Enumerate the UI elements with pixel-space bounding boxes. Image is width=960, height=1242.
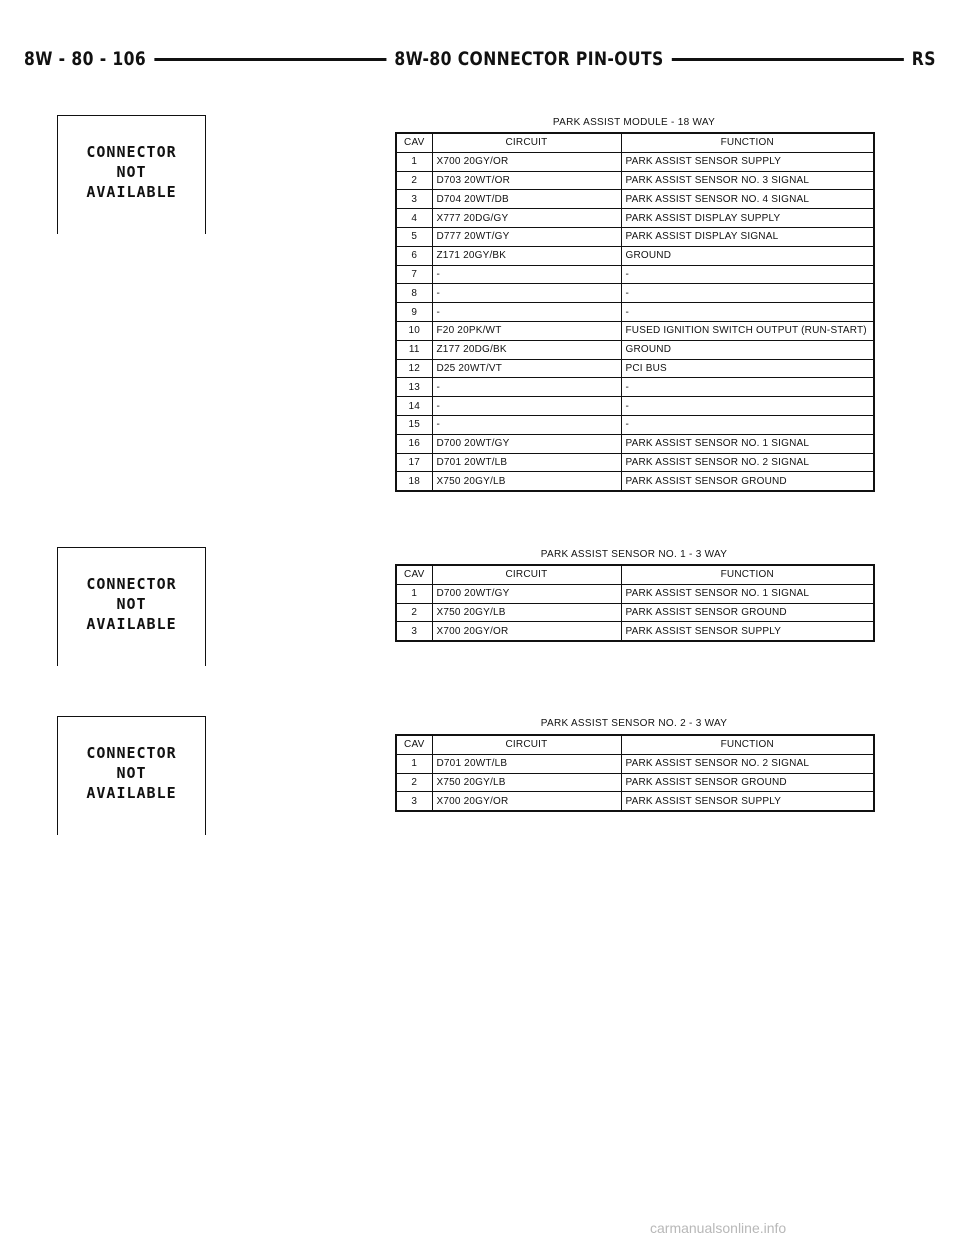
function-cell: - <box>621 303 874 322</box>
table-row <box>396 773 874 792</box>
column-header-function: FUNCTION <box>621 565 874 584</box>
circuit-cell: D25 20WT/VT <box>432 359 621 378</box>
placeholder-line: CONNECTOR <box>86 143 177 161</box>
cav-cell: 3 <box>396 190 432 209</box>
cav-cell: 15 <box>396 415 432 434</box>
column-header-cav: CAV <box>396 133 432 152</box>
function-cell: PARK ASSIST SENSOR NO. 2 SIGNAL <box>621 754 874 773</box>
cav-cell: 1 <box>396 584 432 603</box>
table-row <box>396 321 874 340</box>
function-cell: PARK ASSIST SENSOR NO. 3 SIGNAL <box>621 171 874 190</box>
table-row <box>396 171 874 190</box>
function-cell: GROUND <box>621 246 874 265</box>
function-cell: FUSED IGNITION SWITCH OUTPUT (RUN-START) <box>621 321 874 340</box>
table-row <box>396 190 874 209</box>
circuit-cell: - <box>432 397 621 416</box>
circuit-cell: D704 20WT/DB <box>432 190 621 209</box>
function-cell: - <box>621 415 874 434</box>
column-header-function: FUNCTION <box>621 735 874 754</box>
header-rule-right <box>672 58 904 61</box>
header-rule-left <box>154 58 386 61</box>
placeholder-line: CONNECTOR <box>86 744 177 762</box>
cav-cell: 3 <box>396 792 432 811</box>
function-cell: PARK ASSIST SENSOR SUPPLY <box>621 152 874 171</box>
column-header-cav: CAV <box>396 565 432 584</box>
column-header-function: FUNCTION <box>621 133 874 152</box>
cav-cell: 16 <box>396 434 432 453</box>
table-row <box>396 209 874 228</box>
cav-cell: 3 <box>396 622 432 641</box>
table-row <box>396 415 874 434</box>
table-row <box>396 378 874 397</box>
circuit-cell: D703 20WT/OR <box>432 171 621 190</box>
function-cell: PARK ASSIST SENSOR NO. 1 SIGNAL <box>621 584 874 603</box>
table-row <box>396 227 874 246</box>
circuit-cell: X700 20GY/OR <box>432 622 621 641</box>
section-code: RS <box>911 48 936 70</box>
placeholder-line: AVAILABLE <box>86 183 177 201</box>
watermark: carmanualsonline.info <box>650 1220 787 1236</box>
column-header-cav: CAV <box>396 735 432 754</box>
circuit-cell: D700 20WT/GY <box>432 584 621 603</box>
function-cell: PARK ASSIST SENSOR GROUND <box>621 773 874 792</box>
connector-image-placeholder <box>57 547 206 666</box>
cav-cell: 13 <box>396 378 432 397</box>
cav-cell: 11 <box>396 340 432 359</box>
cav-cell: 2 <box>396 603 432 622</box>
circuit-cell: X750 20GY/LB <box>432 603 621 622</box>
circuit-cell: D701 20WT/LB <box>432 453 621 472</box>
table-row <box>396 397 874 416</box>
table-row <box>396 472 874 491</box>
function-cell: GROUND <box>621 340 874 359</box>
cav-cell: 5 <box>396 227 432 246</box>
pinout-table <box>395 132 875 492</box>
circuit-cell: X777 20DG/GY <box>432 209 621 228</box>
function-cell: PARK ASSIST DISPLAY SUPPLY <box>621 209 874 228</box>
connector-image-placeholder <box>57 115 206 234</box>
placeholder-line: CONNECTOR <box>86 575 177 593</box>
cav-cell: 14 <box>396 397 432 416</box>
placeholder-line: AVAILABLE <box>86 784 177 802</box>
table-row <box>396 434 874 453</box>
page-reference: 8W - 80 - 106 <box>24 48 147 70</box>
placeholder-line: NOT <box>116 595 147 613</box>
function-cell: PARK ASSIST SENSOR GROUND <box>621 472 874 491</box>
cav-cell: 18 <box>396 472 432 491</box>
function-cell: PARK ASSIST SENSOR SUPPLY <box>621 792 874 811</box>
table-row <box>396 453 874 472</box>
cav-cell: 2 <box>396 171 432 190</box>
placeholder-line: NOT <box>116 163 147 181</box>
column-header-circuit: CIRCUIT <box>432 565 621 584</box>
circuit-cell: D701 20WT/LB <box>432 754 621 773</box>
circuit-cell: X700 20GY/OR <box>432 152 621 171</box>
cav-cell: 4 <box>396 209 432 228</box>
function-cell: - <box>621 397 874 416</box>
table-row <box>396 340 874 359</box>
column-header-circuit: CIRCUIT <box>432 133 621 152</box>
circuit-cell: X750 20GY/LB <box>432 773 621 792</box>
circuit-cell: X700 20GY/OR <box>432 792 621 811</box>
cav-cell: 10 <box>396 321 432 340</box>
table-row <box>396 584 874 603</box>
circuit-cell: - <box>432 415 621 434</box>
circuit-cell: D700 20WT/GY <box>432 434 621 453</box>
circuit-cell: D777 20WT/GY <box>432 227 621 246</box>
function-cell: - <box>621 378 874 397</box>
table-row <box>396 622 874 641</box>
placeholder-line: NOT <box>116 764 147 782</box>
page-title: 8W-80 CONNECTOR PIN-OUTS <box>394 48 664 70</box>
column-header-circuit: CIRCUIT <box>432 735 621 754</box>
table-row <box>396 754 874 773</box>
placeholder-line: AVAILABLE <box>86 615 177 633</box>
table-title: PARK ASSIST MODULE - 18 WAY <box>552 117 716 128</box>
function-cell: PARK ASSIST SENSOR NO. 4 SIGNAL <box>621 190 874 209</box>
table-row <box>396 265 874 284</box>
cav-cell: 7 <box>396 265 432 284</box>
function-cell: - <box>621 284 874 303</box>
page-header <box>24 44 936 74</box>
pinout-table <box>395 734 875 812</box>
function-cell: PARK ASSIST SENSOR GROUND <box>621 603 874 622</box>
circuit-cell: - <box>432 303 621 322</box>
cav-cell: 1 <box>396 754 432 773</box>
cav-cell: 2 <box>396 773 432 792</box>
cav-cell: 6 <box>396 246 432 265</box>
table-row <box>396 792 874 811</box>
circuit-cell: - <box>432 378 621 397</box>
function-cell: PARK ASSIST SENSOR NO. 2 SIGNAL <box>621 453 874 472</box>
circuit-cell: X750 20GY/LB <box>432 472 621 491</box>
table-row <box>396 152 874 171</box>
cav-cell: 12 <box>396 359 432 378</box>
function-cell: PARK ASSIST SENSOR SUPPLY <box>621 622 874 641</box>
circuit-cell: F20 20PK/WT <box>432 321 621 340</box>
circuit-cell: - <box>432 284 621 303</box>
connector-image-placeholder <box>57 716 206 835</box>
circuit-cell: - <box>432 265 621 284</box>
function-cell: PARK ASSIST DISPLAY SIGNAL <box>621 227 874 246</box>
table-row <box>396 303 874 322</box>
cav-cell: 17 <box>396 453 432 472</box>
table-title: PARK ASSIST SENSOR NO. 2 - 3 WAY <box>540 718 728 729</box>
cav-cell: 1 <box>396 152 432 171</box>
table-row <box>396 359 874 378</box>
function-cell: PARK ASSIST SENSOR NO. 1 SIGNAL <box>621 434 874 453</box>
function-cell: PCI BUS <box>621 359 874 378</box>
table-row <box>396 246 874 265</box>
cav-cell: 8 <box>396 284 432 303</box>
table-title: PARK ASSIST SENSOR NO. 1 - 3 WAY <box>540 549 728 560</box>
function-cell: - <box>621 265 874 284</box>
cav-cell: 9 <box>396 303 432 322</box>
table-row <box>396 284 874 303</box>
circuit-cell: Z177 20DG/BK <box>432 340 621 359</box>
table-row <box>396 603 874 622</box>
circuit-cell: Z171 20GY/BK <box>432 246 621 265</box>
pinout-table <box>395 564 875 642</box>
